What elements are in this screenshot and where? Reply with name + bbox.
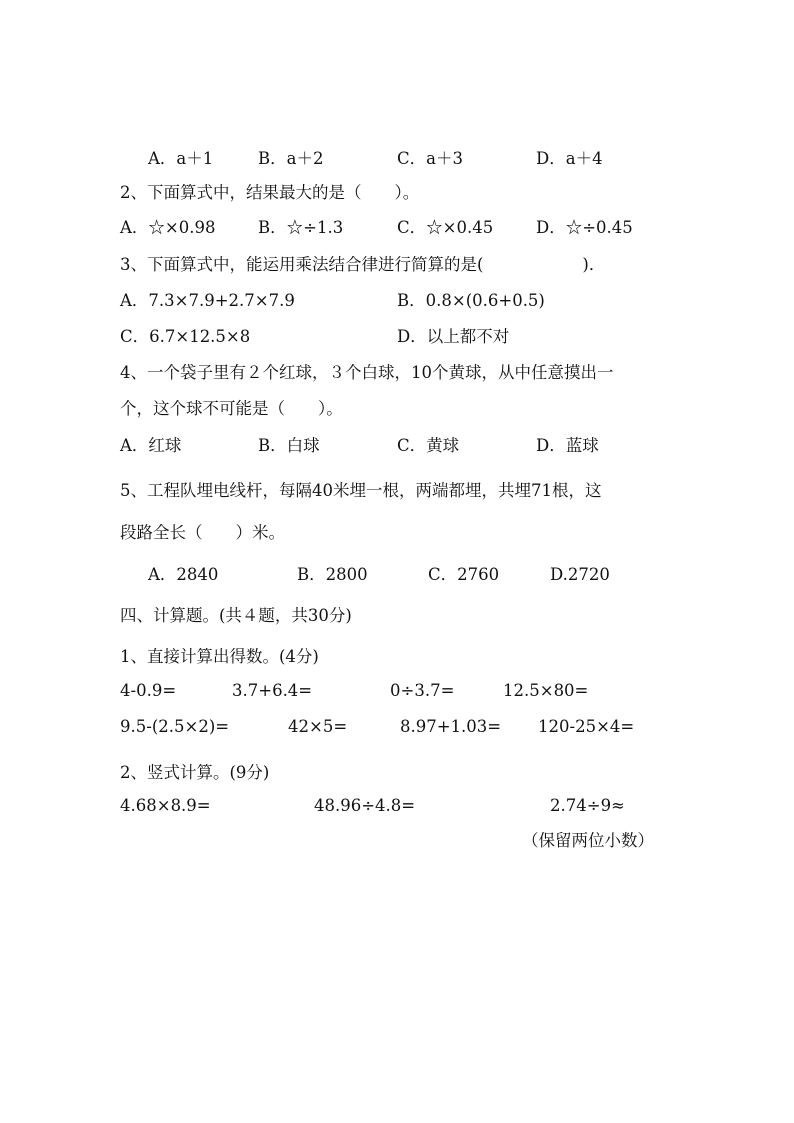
q4-option-a: A．红球 (120, 436, 182, 455)
q2-option-a: A．☆×0.98 (120, 218, 216, 237)
q5-option-d: D.2720 (550, 565, 610, 584)
calc-1-1: 4-0.9= (120, 681, 177, 700)
q5-option-a: A．2840 (148, 565, 219, 584)
q4-option-b: B．白球 (258, 436, 320, 455)
rounding-note: （保留两位小数） (522, 831, 654, 850)
vertical-calc-3: 2.74÷9≈ (550, 796, 625, 815)
part1-title: 1、直接计算出得数。(4分) (120, 647, 319, 666)
calc-1-2: 3.7+6.4= (232, 681, 313, 700)
vertical-calc-1: 4.68×8.9= (120, 796, 211, 815)
q1-option-a: A．a＋1 (148, 149, 214, 168)
calc-2-4: 120-25×4= (538, 717, 635, 736)
q1-option-b: B．a＋2 (258, 149, 324, 168)
q3-option-b: B．0.8×(0.6+0.5) (397, 291, 545, 310)
calc-1-3: 0÷3.7= (390, 681, 455, 700)
q4-stem-line1: 4、一个袋子里有２个红球，３个白球，10个黄球，从中任意摸出一 (120, 363, 614, 382)
q5-option-c: C．2760 (428, 565, 500, 584)
q3-option-a: A．7.3×7.9+2.7×7.9 (120, 291, 295, 310)
q1-option-d: D．a＋4 (536, 149, 603, 168)
q2-option-c: C．☆×0.45 (397, 218, 494, 237)
section4-title: 四、计算题。(共４题，共30分) (120, 606, 352, 625)
calc-2-1: 9.5-(2.5×2)= (120, 717, 230, 736)
q2-option-d: D．☆÷0.45 (536, 218, 633, 237)
calc-2-2: 42×5= (288, 717, 348, 736)
part2-title: 2、竖式计算。(9分) (120, 763, 270, 782)
q5-stem-line1: 5、工程队埋电线杆，每隔40米埋一根，两端都埋，共埋71根，这 (120, 481, 602, 500)
q5-stem-line2: 段路全长（ ）米。 (120, 523, 285, 542)
q3-option-d: D．以上都不对 (397, 327, 510, 346)
vertical-calc-2: 48.96÷4.8= (314, 796, 416, 815)
q4-option-d: D．蓝球 (536, 436, 599, 455)
q3-stem: 3、下面算式中，能运用乘法结合律进行简算的是( )． (120, 255, 606, 274)
q5-option-b: B．2800 (297, 565, 368, 584)
calc-2-3: 8.97+1.03= (400, 717, 502, 736)
q4-option-c: C．黄球 (397, 436, 460, 455)
q1-option-c: C．a＋3 (397, 149, 463, 168)
q4-stem-line2: 个，这个球不可能是（ ）。 (120, 399, 343, 418)
q2-option-b: B．☆÷1.3 (258, 218, 344, 237)
q3-option-c: C．6.7×12.5×8 (120, 327, 251, 346)
q2-stem: 2、下面算式中，结果最大的是（ ）。 (120, 183, 420, 202)
calc-1-4: 12.5×80= (503, 681, 589, 700)
